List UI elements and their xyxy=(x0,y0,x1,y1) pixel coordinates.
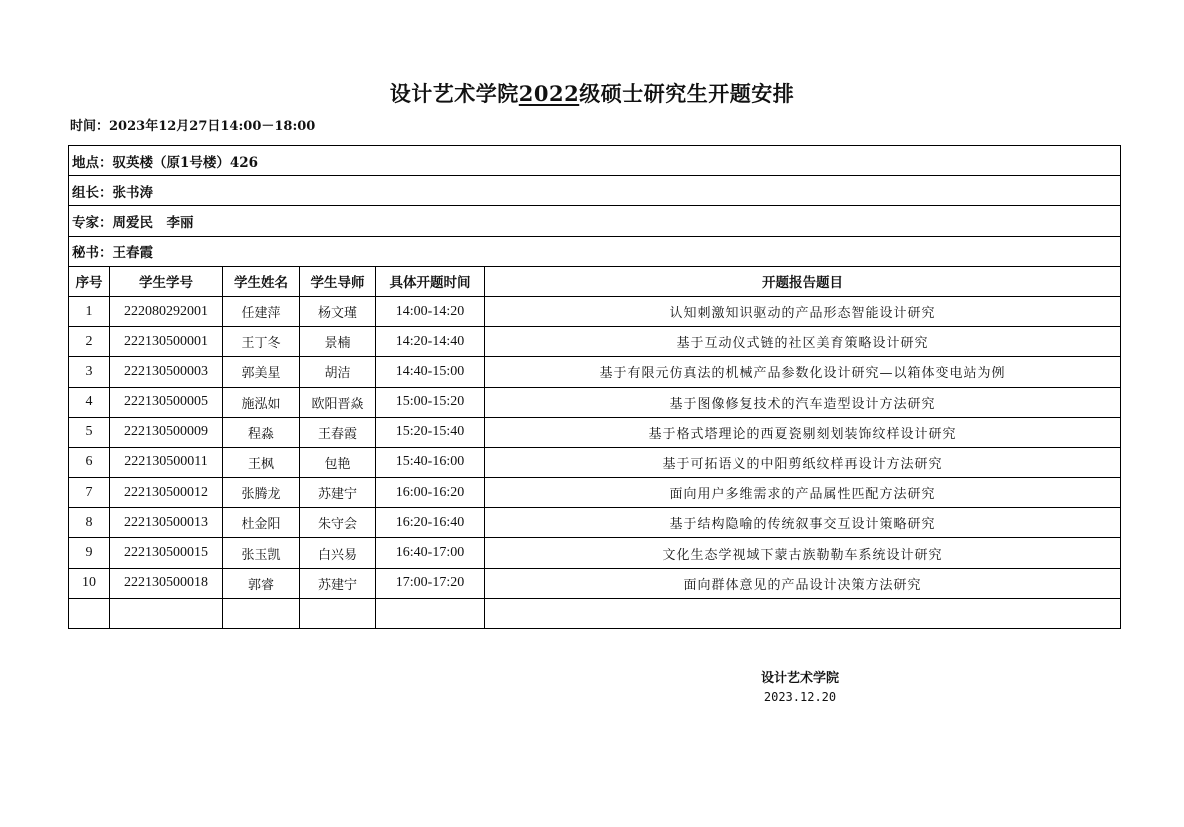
cell-advisor: 景楠 xyxy=(300,327,376,357)
time-label: 时间： xyxy=(70,119,110,134)
table-row xyxy=(69,357,1121,387)
signature-date: 2023.12.20 xyxy=(763,690,837,704)
cell-advisor: 包艳 xyxy=(300,447,376,477)
cell-topic: 基于互动仪式链的社区美育策略设计研究 xyxy=(485,327,1121,357)
cell-time: 14:20-14:40 xyxy=(376,327,485,357)
cell-topic: 文化生态学视域下蒙古族勒勒车系统设计研究 xyxy=(485,538,1121,568)
empty-cell xyxy=(485,598,1121,628)
location-row xyxy=(69,146,1121,176)
cell-advisor: 白兴易 xyxy=(300,538,376,568)
cell-advisor: 杨文瑾 xyxy=(300,296,376,326)
cell-student-id: 222130500018 xyxy=(110,568,223,598)
cell-student-name: 郭美星 xyxy=(223,357,300,387)
table-row xyxy=(69,478,1121,508)
cell-student-name: 施泓如 xyxy=(223,387,300,417)
time-line xyxy=(70,115,315,134)
cell-index: 7 xyxy=(69,478,110,508)
cell-topic: 基于图像修复技术的汽车造型设计方法研究 xyxy=(485,387,1121,417)
time-value: 2023年12月27日14:00－18:00 xyxy=(109,119,316,134)
empty-cell xyxy=(110,598,223,628)
cell-student-id: 222130500009 xyxy=(110,417,223,447)
cell-time: 15:00-15:20 xyxy=(376,387,485,417)
leader-row xyxy=(69,176,1121,206)
empty-row xyxy=(69,598,1121,628)
cell-topic: 基于可拓语义的中阳剪纸纹样再设计方法研究 xyxy=(485,447,1121,477)
cell-topic: 认知刺激知识驱动的产品形态智能设计研究 xyxy=(485,296,1121,326)
cell-advisor: 胡洁 xyxy=(300,357,376,387)
cell-student-id: 222130500003 xyxy=(110,357,223,387)
cell-student-id: 222130500001 xyxy=(110,327,223,357)
cell-time: 14:00-14:20 xyxy=(376,296,485,326)
cell-topic: 面向群体意见的产品设计决策方法研究 xyxy=(485,568,1121,598)
cell-student-name: 王丁冬 xyxy=(223,327,300,357)
cell-student-name: 任建萍 xyxy=(223,296,300,326)
cell-index: 9 xyxy=(69,538,110,568)
signature-org: 设计艺术学院 xyxy=(760,671,839,686)
cell-student-name: 程淼 xyxy=(223,417,300,447)
title-year: 2022 xyxy=(518,81,580,106)
cell-student-name: 张玉凯 xyxy=(223,538,300,568)
title-suffix: 级硕士研究生开题安排 xyxy=(579,81,795,106)
cell-time: 16:20-16:40 xyxy=(376,508,485,538)
table-row xyxy=(69,417,1121,447)
cell-student-id: 222130500005 xyxy=(110,387,223,417)
cell-index: 4 xyxy=(69,387,110,417)
table-row xyxy=(69,327,1121,357)
leader-text: 组长：张书涛 xyxy=(69,176,1121,206)
header-row xyxy=(69,266,1121,296)
cell-time: 16:40-17:00 xyxy=(376,538,485,568)
cell-index: 5 xyxy=(69,417,110,447)
cell-student-name: 杜金阳 xyxy=(223,508,300,538)
cell-index: 1 xyxy=(69,296,110,326)
empty-cell xyxy=(300,598,376,628)
header-student-name: 学生姓名 xyxy=(223,266,300,296)
cell-index: 3 xyxy=(69,357,110,387)
secretary-text: 秘书：王春霞 xyxy=(69,236,1121,266)
cell-advisor: 王春霞 xyxy=(300,417,376,447)
title-prefix: 设计艺术学院 xyxy=(389,81,519,106)
cell-student-id: 222080292001 xyxy=(110,296,223,326)
cell-advisor: 苏建宁 xyxy=(300,568,376,598)
cell-topic: 面向用户多维需求的产品属性匹配方法研究 xyxy=(485,478,1121,508)
cell-index: 6 xyxy=(69,447,110,477)
table-row xyxy=(69,296,1121,326)
cell-student-name: 王枫 xyxy=(223,447,300,477)
cell-student-id: 222130500012 xyxy=(110,478,223,508)
table-row xyxy=(69,387,1121,417)
cell-time: 16:00-16:20 xyxy=(376,478,485,508)
table-row xyxy=(69,568,1121,598)
cell-advisor: 苏建宁 xyxy=(300,478,376,508)
cell-time: 17:00-17:20 xyxy=(376,568,485,598)
cell-index: 8 xyxy=(69,508,110,538)
schedule-table xyxy=(68,145,1121,629)
header-index: 序号 xyxy=(69,266,110,296)
cell-time: 14:40-15:00 xyxy=(376,357,485,387)
table-row xyxy=(69,508,1121,538)
header-advisor: 学生导师 xyxy=(300,266,376,296)
cell-time: 15:20-15:40 xyxy=(376,417,485,447)
experts-text: 专家：周爱民 李丽 xyxy=(69,206,1121,236)
cell-student-name: 张腾龙 xyxy=(223,478,300,508)
cell-student-id: 222130500013 xyxy=(110,508,223,538)
header-student-id: 学生学号 xyxy=(110,266,223,296)
cell-topic: 基于格式塔理论的西夏瓷剔刻划装饰纹样设计研究 xyxy=(485,417,1121,447)
empty-cell xyxy=(69,598,110,628)
header-topic: 开题报告题目 xyxy=(485,266,1121,296)
cell-topic: 基于有限元仿真法的机械产品参数化设计研究—以箱体变电站为例 xyxy=(485,357,1121,387)
cell-student-id: 222130500011 xyxy=(110,447,223,477)
empty-cell xyxy=(223,598,300,628)
empty-cell xyxy=(376,598,485,628)
page-title xyxy=(0,78,1184,108)
cell-student-name: 郭睿 xyxy=(223,568,300,598)
cell-topic: 基于结构隐喻的传统叙事交互设计策略研究 xyxy=(485,508,1121,538)
secretary-row xyxy=(69,236,1121,266)
location-text: 地点：驭英楼（原1号楼）426 xyxy=(69,146,1121,176)
cell-student-id: 222130500015 xyxy=(110,538,223,568)
cell-index: 10 xyxy=(69,568,110,598)
experts-row xyxy=(69,206,1121,236)
cell-advisor: 欧阳晋焱 xyxy=(300,387,376,417)
cell-advisor: 朱守会 xyxy=(300,508,376,538)
cell-index: 2 xyxy=(69,327,110,357)
header-time: 具体开题时间 xyxy=(376,266,485,296)
cell-time: 15:40-16:00 xyxy=(376,447,485,477)
table-row xyxy=(69,538,1121,568)
table-row xyxy=(69,447,1121,477)
